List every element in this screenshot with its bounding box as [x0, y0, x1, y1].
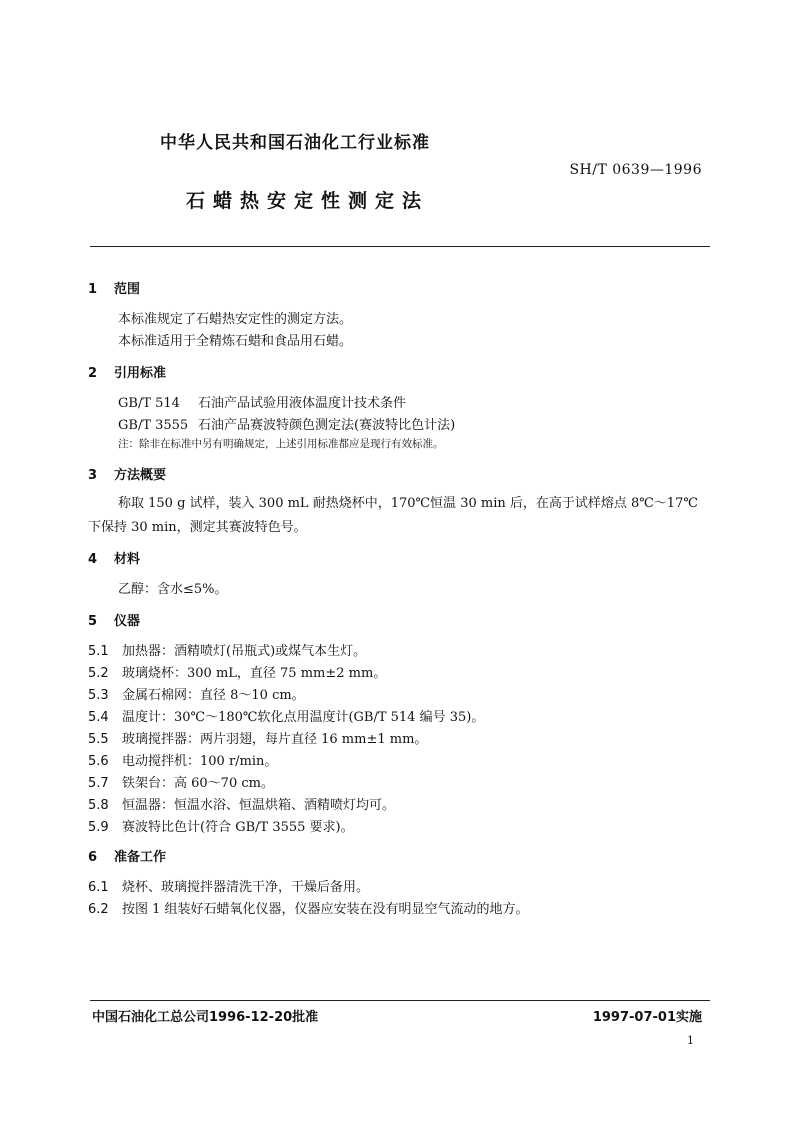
section-6-heading: 6 准备工作	[88, 850, 167, 865]
section-1-line-2: 本标准适用于全精炼石蜡和食品用石蜡。	[118, 334, 353, 349]
standard-title: 中华人民共和国石油化工行业标准	[160, 133, 430, 153]
list-item: 5.8 恒温器：恒温水浴、恒温烘箱、酒精喷灯均可。	[88, 798, 396, 813]
list-item: 5.7 铁架台：高 60～70 cm。	[88, 776, 274, 791]
list-item: 6.1 烧杯、玻璃搅拌器清洗干净，干燥后备用。	[88, 880, 370, 895]
document-title: 石蜡热安定性测定法	[186, 190, 430, 212]
header-divider	[90, 246, 710, 247]
reference-2: GB/T 3555 石油产品赛波特颜色测定法(赛波特比色计法)	[118, 418, 456, 433]
page-number: 1	[687, 1034, 694, 1047]
reference-1: GB/T 514 石油产品试验用液体温度计技术条件	[118, 396, 407, 411]
section-5-heading: 5 仪器	[88, 614, 141, 629]
effective-date: 1997-07-01实施	[592, 1010, 702, 1025]
list-item: 5.6 电动搅拌机：100 r/min。	[88, 754, 278, 769]
list-item: 5.3 金属石棉网：直径 8～10 cm。	[88, 688, 305, 703]
list-item: 5.9 赛波特比色计(符合 GB/T 3555 要求)。	[88, 820, 354, 835]
approval-date: 中国石油化工总公司1996-12-20批准	[92, 1010, 319, 1025]
section-1-line-1: 本标准规定了石蜡热安定性的测定方法。	[118, 312, 353, 327]
footer-divider	[90, 1000, 710, 1001]
list-item: 5.1 加热器：酒精喷灯(吊瓶式)或煤气本生灯。	[88, 644, 367, 659]
standard-code: SH/T 0639—1996	[569, 162, 702, 178]
section-3-heading: 3 方法概要	[88, 468, 167, 483]
list-item: 5.2 玻璃烧杯：300 mL，直径 75 mm±2 mm。	[88, 666, 387, 681]
list-item: 5.4 温度计：30℃～180℃软化点用温度计(GB/T 514 编号 35)。	[88, 710, 485, 725]
list-item: 6.2 按图 1 组装好石蜡氧化仪器，仪器应安装在没有明显空气流动的地方。	[88, 902, 529, 917]
list-item: 5.5 玻璃搅拌器：两片羽翅，每片直径 16 mm±1 mm。	[88, 732, 428, 747]
section-4-heading: 4 材料	[88, 552, 141, 567]
section-2-heading: 2 引用标准	[88, 366, 167, 381]
section-3-text: 称取 150 g 试样，装入 300 mL 耐热烧杯中，170℃恒温 30 min 后，在高于试样熔点 8℃～17℃下保持 30 min，测定其赛波特色号。	[88, 496, 698, 535]
reference-note: 注：除非在标准中另有明确规定，上述引用标准都应是现行有效标准。	[118, 438, 444, 450]
section-1-heading: 1 范围	[88, 282, 141, 297]
section-4-text: 乙醇：含水≤5%。	[118, 582, 228, 597]
